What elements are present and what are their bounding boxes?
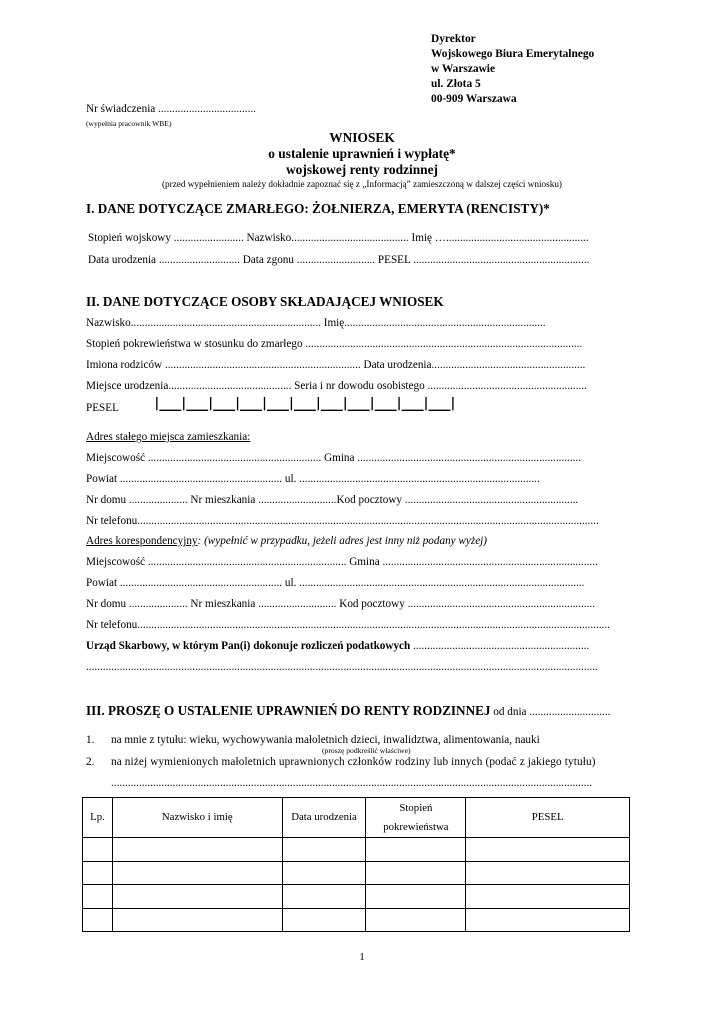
addressee-line: ul. Złota 5 — [431, 78, 481, 90]
item-2-dots[interactable]: ............................................................................................................................................................................ — [111, 777, 593, 789]
corr-address-heading-row — [86, 535, 487, 547]
form-title: WNIOSEK — [329, 130, 395, 145]
item-2-number: 2. — [86, 756, 95, 768]
col-header-relationship-line1: Stopień — [399, 801, 433, 814]
table-cell[interactable] — [83, 838, 113, 862]
permanent-address-heading: Adres stałego miejsca zamieszkania: — [86, 431, 251, 443]
table-cell[interactable] — [466, 908, 630, 932]
applicant-line-1[interactable]: Nazwisko.................................................................... Imię........................................................................ — [86, 317, 546, 329]
col-header-relationship — [366, 798, 466, 838]
table-cell[interactable] — [83, 908, 113, 932]
benefit-number-field[interactable]: Nr świadczenia ................................... — [86, 103, 256, 115]
table-row — [83, 885, 630, 909]
deceased-line-2[interactable]: Data urodzenia ............................. Data zgonu ............................ PESEL ............................................................... — [88, 254, 590, 266]
corr-address-line-2[interactable]: Powiat .......................................................... ul. ...................................................................................................... — [86, 577, 585, 589]
page-number: 1 — [359, 951, 365, 963]
table-cell[interactable] — [466, 861, 630, 885]
applicant-line-2[interactable]: Stopień pokrewieństwa w stosunku do zmarłego ................................................................................................... — [86, 338, 583, 350]
benefit-number-note: (wypełnia pracownik WBE) — [86, 119, 172, 128]
table-row — [83, 908, 630, 932]
table-cell[interactable] — [112, 908, 282, 932]
addressee-line: Dyrektor — [431, 33, 476, 45]
table-cell[interactable] — [366, 908, 466, 932]
section-1-heading: I. DANE DOTYCZĄCE ZMARŁEGO: ŻOŁNIERZA, EMERYTA (RENCISTY)* — [86, 201, 550, 216]
permanent-address-line-1[interactable]: Miejscowość .............................................................. Gmina ................................................................................ — [86, 452, 582, 464]
permanent-address-line-3[interactable]: Nr domu ..................... Nr mieszkania ............................Kod pocztowy .............................................................. — [86, 494, 579, 506]
col-header-name: Nazwisko i imię — [112, 798, 282, 838]
table-header-row — [83, 798, 630, 838]
tax-office-label: Urząd Skarbowy, w którym Pan(i) dokonuje rozliczeń podatkowych — [86, 640, 411, 652]
corr-address-note: : (wypełnić w przypadku, jeżeli adres jest inny niż podany wyżej) — [197, 535, 488, 547]
table-cell[interactable] — [366, 838, 466, 862]
table-row — [83, 861, 630, 885]
item-2 — [86, 756, 640, 768]
corr-address-line-3[interactable]: Nr domu ..................... Nr mieszkania ............................ Kod pocztowy ................................................................... — [86, 598, 595, 610]
deceased-line-1[interactable]: Stopień wojskowy ......................... Nazwisko.......................................... Imię …................................................... — [88, 232, 589, 244]
form-subtitle-1: o ustalenie uprawnień i wypłatę* — [268, 146, 456, 161]
section-3-heading-row — [86, 703, 610, 719]
permanent-address-line-4[interactable]: Nr telefonu..................................................................................................................................................................... — [86, 515, 599, 527]
table-cell[interactable] — [282, 908, 366, 932]
item-1-note: (proszę podkreślić właściwe) — [322, 746, 411, 755]
table-row — [83, 838, 630, 862]
addressee-block — [431, 32, 594, 107]
pesel-row — [86, 397, 486, 414]
pesel-label: PESEL — [86, 402, 119, 414]
table-cell[interactable] — [366, 861, 466, 885]
table-cell[interactable] — [83, 861, 113, 885]
permanent-address-line-2[interactable]: Powiat .......................................................... ul. ...................................................................................... — [86, 473, 540, 485]
tax-office-dots: ............................................................... — [410, 640, 590, 652]
table-cell[interactable] — [466, 885, 630, 909]
section-3-heading: III. PROSZĘ O USTALENIE UPRAWNIEŃ DO RENTY RODZINNEJ — [86, 703, 491, 718]
corr-address-heading: Adres korespondencyjny — [86, 535, 198, 547]
addressee-line: Wojskowego Biura Emerytalnego — [431, 48, 595, 60]
pesel-boxes[interactable] — [126, 397, 486, 412]
table-cell[interactable] — [282, 838, 366, 862]
table-cell[interactable] — [366, 885, 466, 909]
table-cell[interactable] — [282, 861, 366, 885]
table-cell[interactable] — [112, 861, 282, 885]
table-cell[interactable] — [112, 838, 282, 862]
form-note: (przed wypełnieniem należy dokładnie zapoznać się z „Informacją” zamieszczoną w dalszej części wniosku) — [162, 179, 562, 189]
item-1-text[interactable]: na mnie z tytułu: wieku, wychowywania małoletnich dzieci, inwalidztwa, alimentowania, nauki — [111, 734, 540, 746]
section-3-date[interactable]: od dnia ............................. — [490, 706, 611, 718]
tax-office-line-2[interactable]: ....................................................................................................................................................................................... — [86, 661, 598, 673]
addressee-line: w Warszawie — [431, 63, 496, 75]
applicant-line-4[interactable]: Miejsce urodzenia............................................ Seria i nr dowodu osobistego ......................................................... — [86, 380, 587, 392]
tax-office-row[interactable] — [86, 640, 589, 652]
item-1 — [86, 734, 540, 746]
col-header-lp: Lp. — [83, 798, 113, 838]
addressee-line: 00-909 Warszawa — [431, 93, 517, 105]
item-1-number: 1. — [86, 734, 95, 746]
table-cell[interactable] — [466, 838, 630, 862]
section-2-heading: II. DANE DOTYCZĄCE OSOBY SKŁADAJĄCEJ WNIOSEK — [86, 294, 444, 309]
table-cell[interactable] — [282, 885, 366, 909]
item-2-text[interactable]: na niżej wymienionych małoletnich uprawnionych członków rodziny lub innych (podać z jakiego tytułu) — [111, 756, 596, 768]
col-header-relationship-line2: pokrewieństwa — [383, 820, 449, 833]
table-cell[interactable] — [83, 885, 113, 909]
corr-address-line-1[interactable]: Miejscowość ....................................................................... Gmina ............................................................................. — [86, 556, 598, 568]
family-members-table — [82, 797, 630, 932]
form-subtitle-2: wojskowej renty rodzinnej — [286, 162, 438, 177]
corr-address-line-4[interactable]: Nr telefonu......................................................................................................................................................................... — [86, 619, 610, 631]
col-header-birthdate: Data urodzenia — [282, 798, 366, 838]
applicant-line-3[interactable]: Imiona rodziców ...................................................................... Data urodzenia....................................................... — [86, 359, 586, 371]
table-cell[interactable] — [112, 885, 282, 909]
col-header-pesel: PESEL — [466, 798, 630, 838]
